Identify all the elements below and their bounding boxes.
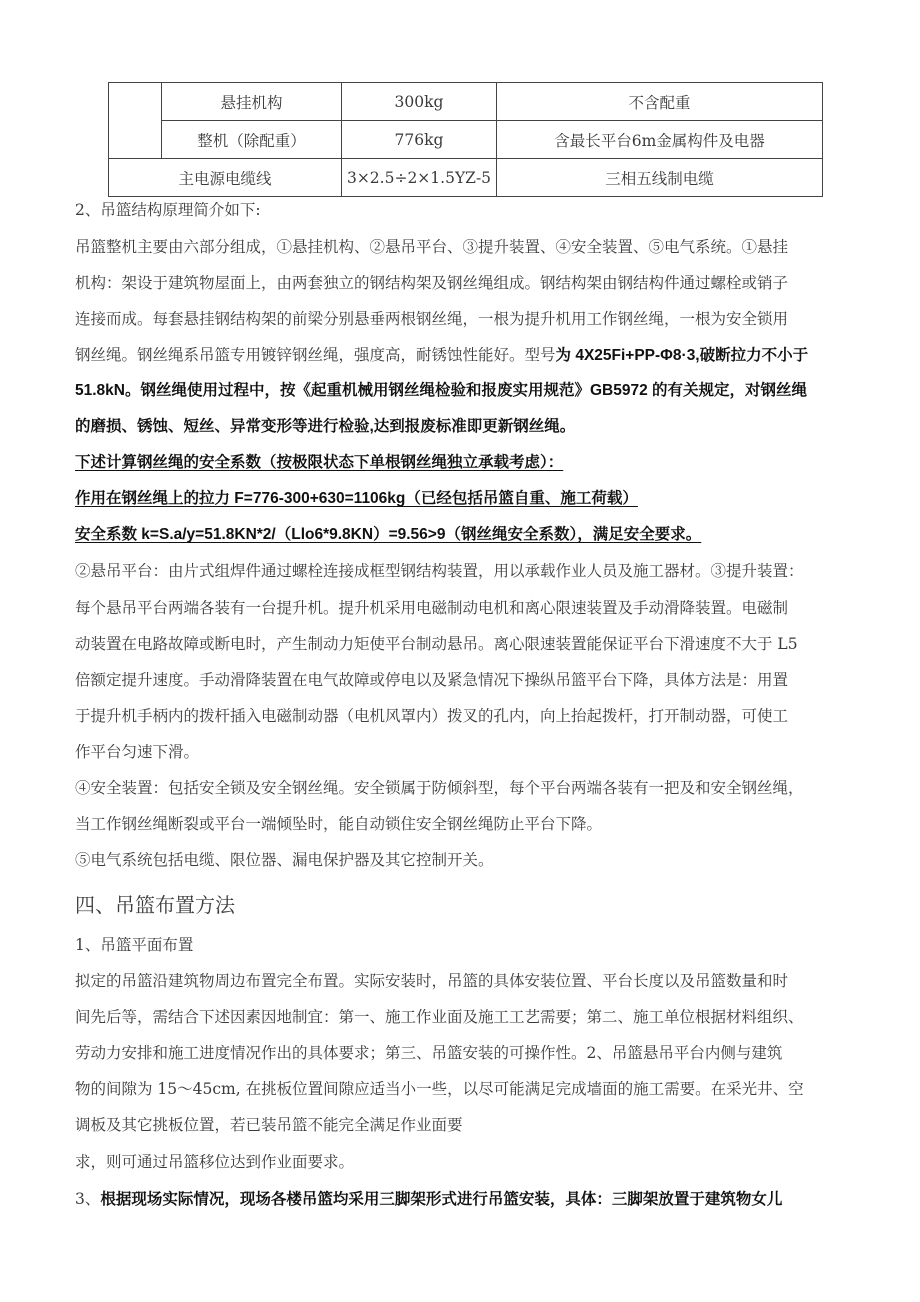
paragraph-line: 物的间隙为 15～45cm, 在挑板位置间隙应适当小一些，以尽可能满足完成墙面的施工需要。在采光井、空: [75, 1080, 804, 1098]
paragraph-line: 每个悬吊平台两端各装有一台提升机。提升机采用电磁制动电机和离心限速装置及手动滑降装置。电磁制: [75, 599, 789, 617]
section-title: 四、吊篮布置方法: [75, 893, 235, 917]
paragraph-line: 拟定的吊篮沿建筑物周边布置完全布置。实际安装时，吊篮的具体安装位置、平台长度以及吊篮数量和时: [75, 972, 789, 990]
table-cell-value: 776kg: [342, 121, 497, 159]
paragraph-line: 的磨损、锈蚀、短丝、异常变形等进行检验,达到报废标准即更新钢丝绳。: [75, 418, 576, 435]
calculation-line: 安全系数 k=S.a/y=51.8KN*2/（Llo6*9.8KN）=9.56>9（钢丝绳安全系数），满足安全要求。: [75, 526, 702, 543]
paragraph-line: [75, 344, 857, 367]
text-span: 根据现场实际情况，现场各楼吊篮均采用三脚架形式进行吊篮安装，具体：三脚架放置于建筑物女儿: [100, 1191, 783, 1208]
table-merged-cell: [109, 83, 162, 159]
paragraph-line: 吊篮整机主要由六部分组成，①悬挂机构、②悬吊平台、③提升装置、④安全装置、⑤电气系统。①悬挂: [75, 238, 789, 256]
table-row: [109, 159, 823, 197]
paragraph-line: 间先后等，需结合下述因素因地制宜：第一、施工作业面及施工工艺需要；第二、施工单位根据材料组织、: [75, 1008, 804, 1026]
table-cell-name: 主电源电缆线: [109, 159, 342, 197]
table-cell-remark: 三相五线制电缆: [497, 159, 823, 197]
table-cell-remark: 不含配重: [497, 83, 823, 121]
list-number: 3、: [75, 1190, 101, 1208]
table-cell-value: 300kg: [342, 83, 497, 121]
paragraph-line: [75, 1188, 857, 1211]
table-cell-remark: 含最长平台6m金属构件及电器: [497, 121, 823, 159]
table-row: [109, 121, 823, 159]
paragraph-line: 51.8kN。钢丝绳使用过程中，按《起重机械用钢丝绳检验和报废实用规范》GB5972 的有关规定，对钢丝绳: [75, 382, 808, 399]
paragraph-line: 当工作钢丝绳断裂或平台一端倾坠时，能自动锁住安全钢丝绳防止平台下降。: [75, 815, 603, 833]
paragraph-line: 于提升机手柄内的拨杆插入电磁制动器（电机风罩内）拨叉的孔内，向上抬起拨杆，打开制动器，可使工: [75, 707, 789, 725]
paragraph-line: ⑤电气系统包括电缆、限位器、漏电保护器及其它控制开关。: [75, 851, 494, 869]
table-row: [109, 83, 823, 121]
text-span: 为 4X25Fi+PP-Φ8·3,破断拉力不小于: [555, 347, 809, 364]
text-span: 钢丝绳。钢丝绳系吊篮专用镀锌钢丝绳，强度高，耐锈蚀性能好。型号: [75, 346, 556, 364]
spec-table: [108, 82, 823, 197]
table-cell-name: 悬挂机构: [162, 83, 342, 121]
paragraph-line: 连接而成。每套悬挂钢结构架的前梁分别悬垂两根钢丝绳，一根为提升机用工作钢丝绳，一根为安全锁用: [75, 310, 789, 328]
paragraph-line: 机构：架设于建筑物屋面上，由两套独立的钢结构架及钢丝绳组成。钢结构架由钢结构件通过螺栓或销子: [75, 274, 789, 292]
section-heading: 2、吊篮结构原理简介如下:: [75, 201, 261, 219]
table-cell-name: 整机（除配重）: [162, 121, 342, 159]
table-cell-value: 3×2.5÷2×1.5YZ-5: [342, 159, 497, 197]
calculation-line: 作用在钢丝绳上的拉力 F=776-300+630=1106kg（已经包括吊篮自重、施工荷载）: [75, 490, 638, 507]
paragraph-line: 调板及其它挑板位置，若已装吊篮不能完全满足作业面要: [75, 1116, 463, 1134]
paragraph-line: ②悬吊平台：由片式组焊件通过螺栓连接成框型钢结构装置，用以承载作业人员及施工器材。③提升装置：: [75, 562, 804, 580]
paragraph-line: 倍额定提升速度。手动滑降装置在电气故障或停电以及紧急情况下操纵吊篮平台下降，具体方法是：用置: [75, 671, 789, 689]
paragraph-line: ④安全装置：包括安全锁及安全钢丝绳。安全锁属于防倾斜型，每个平台两端各装有一把及和安全钢丝绳，: [75, 779, 804, 797]
paragraph-line: 作平台匀速下滑。: [75, 743, 200, 761]
paragraph-line: 动装置在电路故障或断电时，产生制动力矩使平台制动悬吊。离心限速装置能保证平台下滑速度不大于 L5: [75, 635, 798, 653]
paragraph-line: 求，则可通过吊篮移位达到作业面要求。: [75, 1153, 355, 1171]
calculation-line: 下述计算钢丝绳的安全系数（按极限状态下单根钢丝绳独立承载考虑）：: [75, 454, 564, 471]
paragraph-line: 劳动力安排和施工进度情况作出的具体要求；第三、吊篮安装的可操作性。2、吊篮悬吊平台内侧与建筑: [75, 1044, 783, 1062]
subsection-heading: 1、吊篮平面布置: [75, 936, 194, 954]
